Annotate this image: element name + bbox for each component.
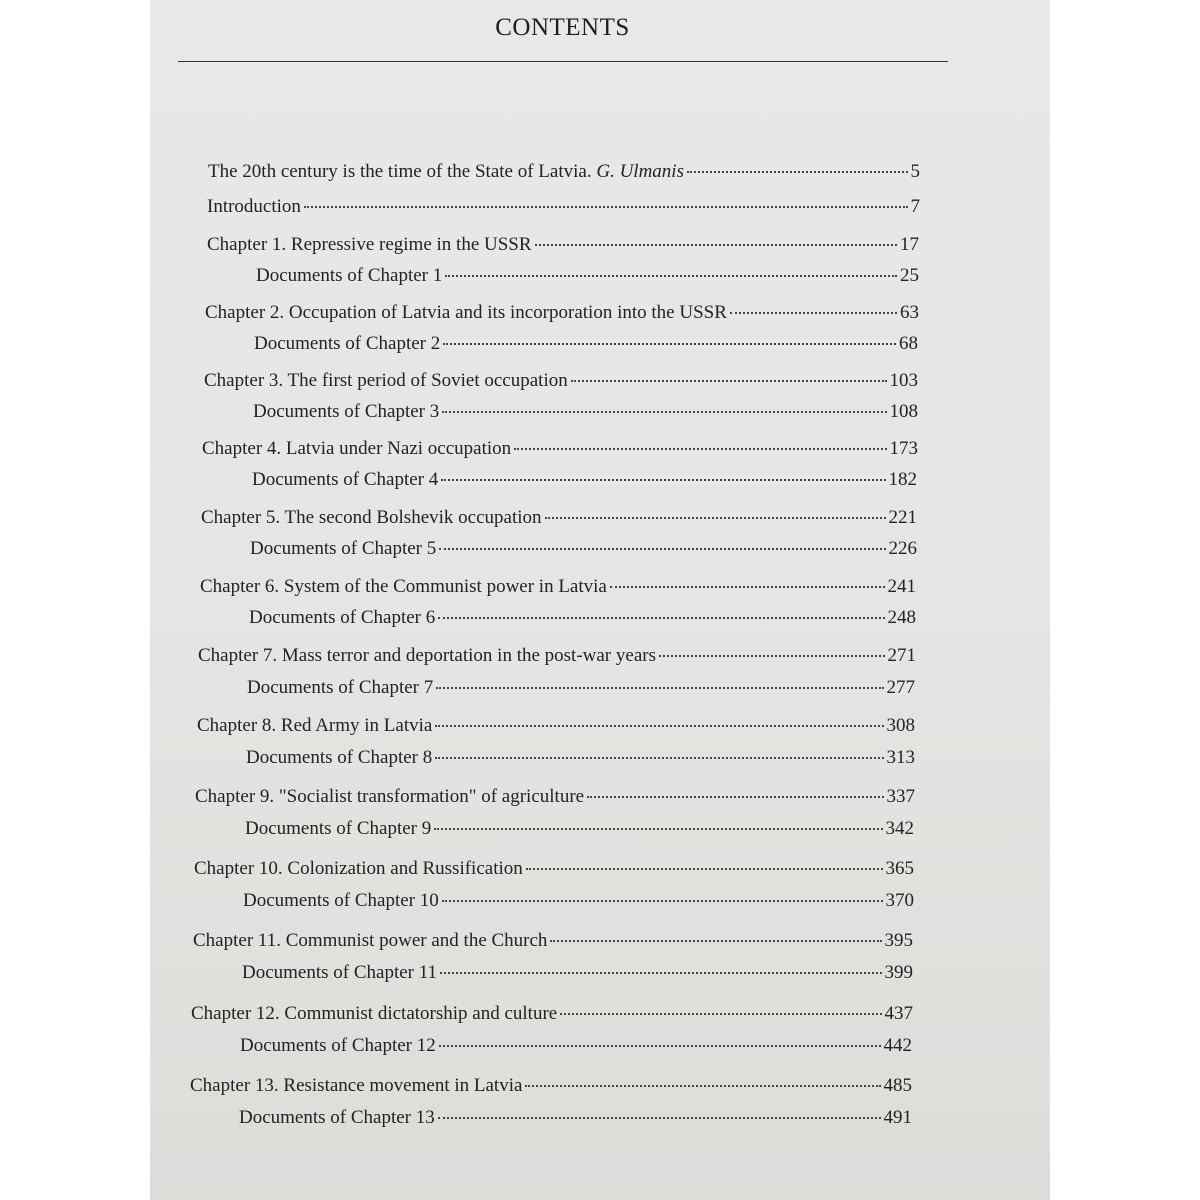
toc-entry-label: Documents of Chapter 6 xyxy=(249,607,436,628)
toc-entry-label: Chapter 1. Repressive regime in the USSR xyxy=(207,234,532,255)
toc-chapter-entry xyxy=(208,160,920,184)
toc-entry-label: Documents of Chapter 5 xyxy=(250,538,437,559)
toc-page-number: 342 xyxy=(885,818,914,839)
toc-documents-entry xyxy=(246,746,915,770)
toc-page-number: 365 xyxy=(885,858,914,879)
toc-documents-entry xyxy=(249,606,916,630)
toc-page-number: 395 xyxy=(884,930,913,951)
leader-dots xyxy=(545,517,886,519)
toc-entry-label: Documents of Chapter 7 xyxy=(247,677,434,698)
toc-page-number: 485 xyxy=(883,1075,912,1096)
toc-page-number: 277 xyxy=(886,677,915,698)
toc-entry-label: Chapter 7. Mass terror and deportation in the post-war years xyxy=(198,645,656,666)
toc-chapter-entry xyxy=(198,644,916,668)
book-page xyxy=(150,0,1050,1200)
toc-chapter-entry xyxy=(195,785,915,809)
toc-page-number: 370 xyxy=(885,890,914,911)
page-title: CONTENTS xyxy=(495,14,630,41)
toc-chapter-entry xyxy=(207,233,919,257)
leader-dots xyxy=(587,796,883,798)
toc-documents-entry xyxy=(242,961,913,985)
leader-dots xyxy=(550,940,881,942)
toc-page-number: 399 xyxy=(884,962,913,983)
toc-page-number: 68 xyxy=(899,333,918,354)
toc-entry-label: Documents of Chapter 2 xyxy=(254,333,441,354)
leader-dots xyxy=(730,312,897,314)
toc-chapter-entry xyxy=(191,1002,913,1026)
toc-page-number: 173 xyxy=(889,438,918,459)
toc-page-number: 25 xyxy=(900,265,919,286)
toc-entry-label: Chapter 5. The second Bolshevik occupation xyxy=(201,507,542,528)
title-rule xyxy=(178,61,948,62)
toc-entry-label: Introduction xyxy=(207,196,301,217)
toc-documents-entry xyxy=(254,332,918,356)
toc-page-number: 308 xyxy=(886,715,915,736)
toc-page-number: 241 xyxy=(887,576,916,597)
toc-chapter-entry xyxy=(202,437,918,461)
leader-dots xyxy=(439,1045,881,1047)
leader-dots xyxy=(439,548,885,550)
toc-entry-label: Documents of Chapter 11 xyxy=(242,962,438,983)
leader-dots xyxy=(560,1013,881,1015)
toc-documents-entry xyxy=(252,468,917,492)
leader-dots xyxy=(438,617,884,619)
toc-entry-label: Chapter 9. "Socialist transformation" of agriculture xyxy=(195,786,585,807)
leader-dots xyxy=(443,343,896,345)
leader-dots xyxy=(525,1085,880,1087)
leader-dots xyxy=(304,206,908,208)
toc-chapter-entry xyxy=(193,929,913,953)
toc-entry-label: Chapter 10. Colonization and Russification xyxy=(194,858,523,879)
toc-page-number: 313 xyxy=(886,747,915,768)
leader-dots xyxy=(440,972,881,974)
toc-entry-label: Chapter 8. Red Army in Latvia xyxy=(197,715,433,736)
toc-page-number: 226 xyxy=(888,538,917,559)
toc-entry-label: Documents of Chapter 12 xyxy=(240,1035,436,1056)
toc-page-number: 491 xyxy=(883,1107,912,1128)
toc-chapter-entry xyxy=(205,301,919,325)
toc-page-number: 248 xyxy=(887,607,916,628)
toc-entry-label: Chapter 11. Communist power and the Church xyxy=(193,930,548,951)
toc-entry-label: Chapter 4. Latvia under Nazi occupation xyxy=(202,438,512,459)
leader-dots xyxy=(445,275,897,277)
toc-entry-author: G. Ulmanis xyxy=(596,161,684,182)
toc-page-number: 103 xyxy=(889,370,918,391)
leader-dots xyxy=(610,586,885,588)
leader-dots xyxy=(514,448,886,450)
toc-page-number: 108 xyxy=(889,401,918,422)
toc-documents-entry xyxy=(250,537,917,561)
toc-entry-label: Chapter 2. Occupation of Latvia and its incorporation into the USSR xyxy=(205,302,727,323)
leader-dots xyxy=(441,479,885,481)
toc-chapter-entry xyxy=(200,575,916,599)
toc-entry-label: The 20th century is the time of the State of Latvia. G. Ulmanis xyxy=(208,161,684,182)
toc-entry-label: Documents of Chapter 9 xyxy=(245,818,432,839)
toc-page-number: 221 xyxy=(888,507,917,528)
leader-dots xyxy=(434,828,882,830)
toc-page-number: 271 xyxy=(887,645,916,666)
toc-entry-label: Documents of Chapter 13 xyxy=(239,1107,435,1128)
toc-chapter-entry xyxy=(190,1074,912,1098)
toc-entry-label: Documents of Chapter 10 xyxy=(243,890,439,911)
toc-entry-label: Chapter 3. The first period of Soviet occupation xyxy=(204,370,568,391)
table-of-contents xyxy=(150,160,1050,1160)
toc-entry-label: Chapter 13. Resistance movement in Latvia xyxy=(190,1075,523,1096)
toc-entry-label: Documents of Chapter 4 xyxy=(252,469,439,490)
toc-page-number: 182 xyxy=(888,469,917,490)
toc-chapter-entry xyxy=(201,506,917,530)
toc-documents-entry xyxy=(245,817,914,841)
toc-page-number: 63 xyxy=(900,302,919,323)
leader-dots xyxy=(571,380,887,382)
toc-entry-label: Documents of Chapter 1 xyxy=(256,265,443,286)
toc-page-number: 437 xyxy=(884,1003,913,1024)
leader-dots xyxy=(442,411,886,413)
leader-dots xyxy=(442,900,883,902)
toc-page-number: 5 xyxy=(910,161,920,182)
leader-dots xyxy=(526,868,883,870)
leader-dots xyxy=(435,757,883,759)
toc-entry-label: Documents of Chapter 3 xyxy=(253,401,440,422)
leader-dots xyxy=(659,655,885,657)
toc-entry-label: Chapter 12. Communist dictatorship and culture xyxy=(191,1003,558,1024)
toc-documents-entry xyxy=(240,1034,912,1058)
toc-entry-label: Documents of Chapter 8 xyxy=(246,747,433,768)
toc-chapter-entry xyxy=(194,857,914,881)
toc-chapter-entry xyxy=(207,195,920,219)
toc-chapter-entry xyxy=(197,714,915,738)
toc-page-number: 337 xyxy=(886,786,915,807)
leader-dots xyxy=(438,1117,881,1119)
toc-chapter-entry xyxy=(204,369,918,393)
toc-documents-entry xyxy=(239,1106,912,1130)
toc-documents-entry xyxy=(256,264,919,288)
toc-documents-entry xyxy=(243,889,914,913)
toc-entry-label: Chapter 6. System of the Communist power in Latvia xyxy=(200,576,607,597)
toc-page-number: 17 xyxy=(900,234,919,255)
leader-dots xyxy=(436,687,883,689)
leader-dots xyxy=(535,244,897,246)
toc-documents-entry xyxy=(247,676,915,700)
toc-page-number: 7 xyxy=(910,196,920,217)
leader-dots xyxy=(435,725,883,727)
toc-documents-entry xyxy=(253,400,918,424)
toc-page-number: 442 xyxy=(883,1035,912,1056)
leader-dots xyxy=(687,171,908,173)
